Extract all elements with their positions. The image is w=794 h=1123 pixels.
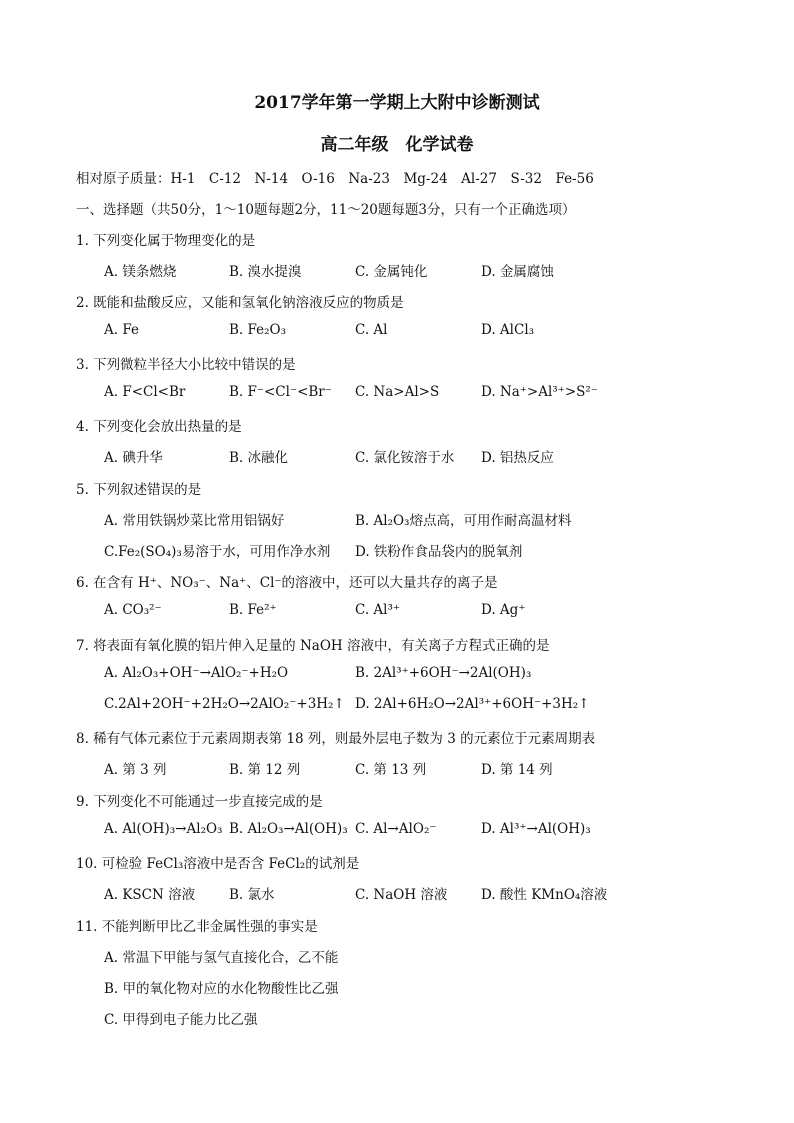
option: A. 镁条燃烧: [104, 264, 177, 280]
question-stem: 2. 既能和盐酸反应，又能和氢氧化钠溶液反应的物质是: [76, 295, 404, 311]
option: A. 碘升华: [104, 450, 163, 466]
option: A. 常温下甲能与氢气直接化合，乙不能: [104, 950, 339, 966]
option: D. Al³⁺→Al(OH)₃: [481, 821, 591, 837]
option: B. 甲的氧化物对应的水化物酸性比乙强: [104, 981, 339, 997]
option: D. Na⁺>Al³⁺>S²⁻: [481, 384, 598, 400]
option: A. Al₂O₃+OH⁻→AlO₂⁻+H₂O: [104, 665, 289, 681]
option: D. 铁粉作食品袋内的脱氧剂: [355, 544, 523, 560]
exam-subtitle: 高二年级 化学试卷: [320, 135, 474, 155]
option: C. Al→AlO₂⁻: [355, 821, 437, 837]
option: C. 第 13 列: [355, 762, 427, 778]
option: C. NaOH 溶液: [355, 887, 448, 903]
exam-title: 2017学年第一学期上大附中诊断测试: [254, 93, 540, 113]
question-stem: 5. 下列叙述错误的是: [76, 482, 202, 498]
option: C. 甲得到电子能力比乙强: [104, 1012, 258, 1028]
option: D. 2Al+6H₂O→2Al³⁺+6OH⁻+3H₂↑: [355, 696, 590, 712]
option: B. Fe₂O₃: [229, 322, 287, 338]
option: A. Al(OH)₃→Al₂O₃: [104, 821, 223, 837]
question-stem: 6. 在含有 H⁺、NO₃⁻、Na⁺、Cl⁻的溶液中，还可以大量共存的离子是: [76, 575, 498, 591]
option: D. AlCl₃: [481, 322, 535, 338]
option: A. 常用铁锅炒菜比常用铝锅好: [104, 513, 285, 529]
atomic-masses: 相对原子质量：H-1 C-12 N-14 O-16 Na-23 Mg-24 Al-27 S-32 Fe-56: [76, 171, 594, 187]
option: B. Al₂O₃→Al(OH)₃: [229, 821, 348, 837]
option: D. Ag⁺: [481, 602, 526, 618]
question-stem: 10. 可检验 FeCl₃溶液中是否含 FeCl₂的试剂是: [76, 856, 360, 872]
option: B. 2Al³⁺+6OH⁻→2Al(OH)₃: [355, 665, 532, 681]
option: A. F<Cl<Br: [104, 384, 186, 400]
question-stem: 11. 不能判断甲比乙非金属性强的事实是: [76, 919, 318, 935]
question-stem: 7. 将表面有氧化膜的铝片伸入足量的 NaOH 溶液中，有关离子方程式正确的是: [76, 638, 550, 654]
question-stem: 3. 下列微粒半径大小比较中错误的是: [76, 357, 296, 373]
option: D. 铝热反应: [481, 450, 554, 466]
option: D. 金属腐蚀: [481, 264, 554, 280]
option: A. Fe: [104, 322, 139, 338]
option: B. Al₂O₃熔点高，可用作耐高温材料: [355, 513, 572, 529]
option: B. 冰融化: [229, 450, 289, 466]
option: A. 第 3 列: [104, 762, 167, 778]
question-stem: 8. 稀有气体元素位于元素周期表第 18 列，则最外层电子数为 3 的元素位于元素周期表: [76, 731, 596, 747]
option: C. Al³⁺: [355, 602, 401, 618]
option: B. 氯水: [229, 887, 275, 903]
option: B. 第 12 列: [229, 762, 301, 778]
section-heading: 一、选择题（共50分，1～10题每题2分，11～20题每题3分，只有一个正确选项）: [76, 202, 576, 218]
option: C. 金属钝化: [355, 264, 428, 280]
question-stem: 1. 下列变化属于物理变化的是: [76, 233, 256, 249]
question-stem: 9. 下列变化不可能通过一步直接完成的是: [76, 794, 323, 810]
option: B. F⁻<Cl⁻<Br⁻: [229, 384, 332, 400]
option: B. Fe²⁺: [229, 602, 277, 618]
option: A. KSCN 溶液: [104, 887, 196, 903]
option: C. Al: [355, 322, 388, 338]
option: A. CO₃²⁻: [104, 602, 162, 618]
option: C.2Al+2OH⁻+2H₂O→2AlO₂⁻+3H₂↑: [104, 696, 345, 712]
option: C. 氯化铵溶于水: [355, 450, 455, 466]
option: B. 溴水提溴: [229, 264, 302, 280]
option: C.Fe₂(SO₄)₃易溶于水，可用作净水剂: [104, 544, 331, 560]
option: D. 第 14 列: [481, 762, 553, 778]
option: D. 酸性 KMnO₄溶液: [481, 887, 608, 903]
question-stem: 4. 下列变化会放出热量的是: [76, 419, 242, 435]
option: C. Na>Al>S: [355, 384, 440, 400]
